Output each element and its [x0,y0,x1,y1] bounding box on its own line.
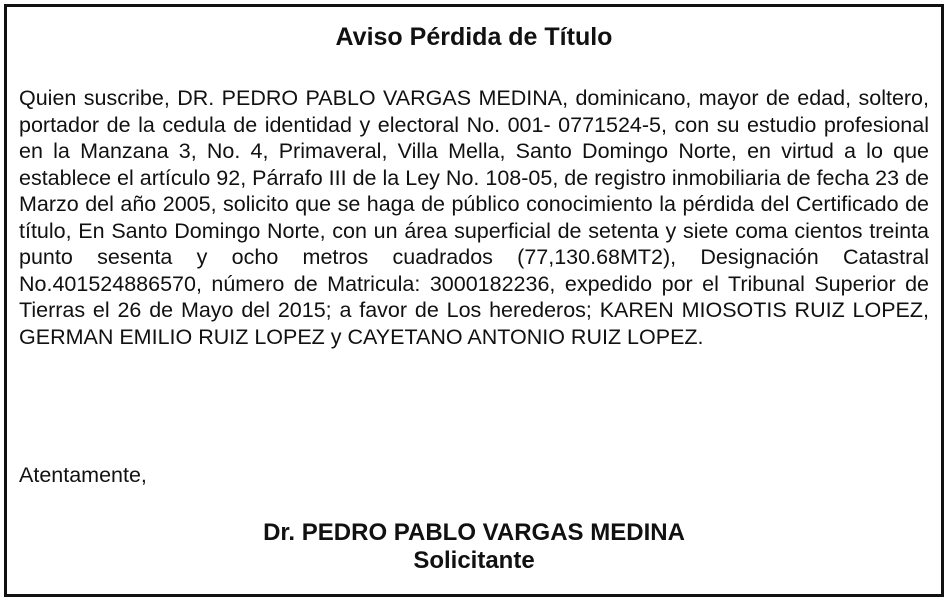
closing-text: Atentamente, [19,463,147,487]
notice-body: Quien suscribe, DR. PEDRO PABLO VARGAS MEDINA, dominicano, mayor de edad, soltero, portador de la cedula de identidad y electoral No. 001- 0771524-5, con su estudio profesional en la Manzana 3, No. 4, Primaveral, Villa Mella, Santo Domingo Norte, en virtud a lo que establece el artículo 92, Párrafo III de la Ley No. 108-05, de registro inmobiliaria de fecha 23 de Marzo del año 2005, solicito que se haga de público conocimiento la pérdida del Certificado de título, En Santo Domingo Norte, con un área superficial de setenta y siete coma cientos treinta punto sesenta y ocho metros cuadrados (77,130.68MT2), Designación Catastral No.401524886570, número de Matricula: 3000182236, expedido por el Tribunal Superior de Tierras el 26 de Mayo del 2015; a favor de Los herederos; KAREN MIOSOTIS RUIZ LOPEZ, GERMAN EMILIO RUIZ LOPEZ y CAYETANO ANTONIO RUIZ LOPEZ. [19,86,929,349]
signer-role: Solicitante [413,547,535,574]
notice-frame [4,4,944,597]
notice-title: Aviso Pérdida de Título [335,23,613,51]
signer-name: Dr. PEDRO PABLO VARGAS MEDINA [263,519,685,546]
